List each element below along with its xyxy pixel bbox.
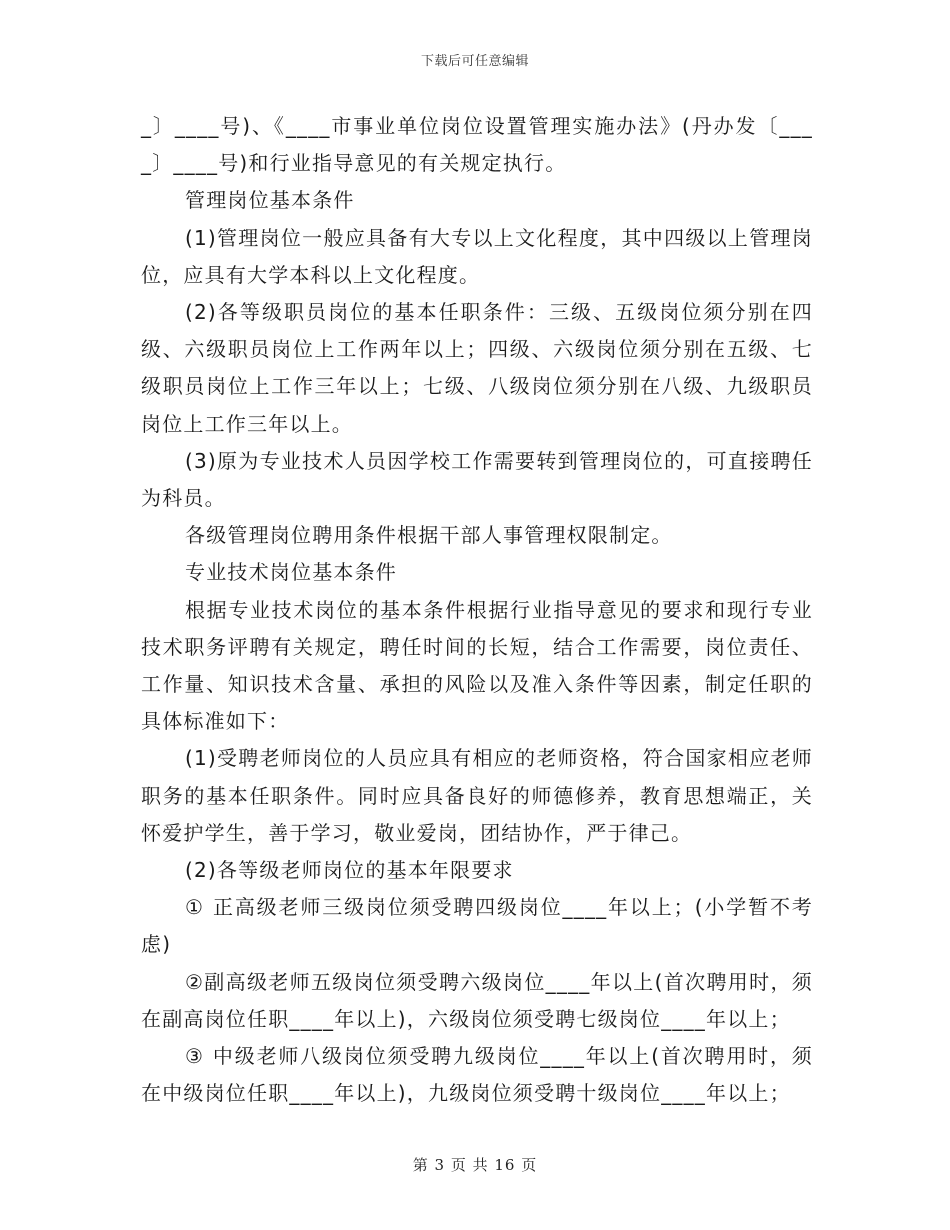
page-number-footer: 第 3 页 共 16 页 [412,1156,538,1174]
paragraph-management-hiring-authority: 各级管理岗位聘用条件根据干部人事管理权限制定。 [185,523,673,548]
paragraph-regulation-reference: _〕____号)、《____市事业单位岗位设置管理实施办法》(丹办发〔____〕____号)和行业指导意见的有关规定执行。 [141,114,813,176]
paragraph-technical-standards-intro: 根据专业技术岗位的基本条件根据行业指导意见的要求和现行专业技术职务评聘有关规定，聘任时间的长短，结合工作需要，岗位责任、工作量、知识技术含量、承担的风险以及准入条件等因素，制定任职的具体标准如下： [141,597,813,734]
paragraph-teacher-qualification: (1)受聘老师岗位的人员应具有相应的老师资格，符合国家相应老师职务的基本任职条件。同时应具备良好的师德修养，教育思想端正，关怀爱护学生，善于学习，敬业爱岗，团结协作，严于律己。 [141,746,813,845]
paragraph-transfer-to-management: (3)原为专业技术人员因学校工作需要转到管理岗位的，可直接聘任为科员。 [141,448,813,511]
paragraph-management-education: (1)管理岗位一般应具备有大专以上文化程度，其中四级以上管理岗位，应具有大学本科以上文化程度。 [141,225,813,287]
heading-technical-position-conditions: 专业技术岗位基本条件 [185,560,397,585]
list-item-intermediate-teacher: ③ 中级老师八级岗位须受聘九级岗位____年以上(首次聘用时，须在中级岗位任职____年以上)，九级岗位须受聘十级岗位____年以上； [141,1044,813,1106]
page-header-note: 下载后可任意编辑 [420,54,529,69]
heading-teacher-year-requirements: (2)各等级老师岗位的基本年限要求 [185,858,514,883]
list-item-senior-teacher: ① 正高级老师三级岗位须受聘四级岗位____年以上；(小学暂不考虑) [141,895,813,957]
paragraph-staff-level-conditions: (2)各等级职员岗位的基本任职条件：三级、五级岗位须分别在四级、六级职员岗位上工作两年以上；四级、六级岗位须分别在五级、七级职员岗位上工作三年以上；七级、八级岗位须分别在八级、九级职员岗位上工作三年以上。 [141,300,813,436]
document-body [141,108,813,1112]
list-item-associate-senior-teacher: ②副高级老师五级岗位须受聘六级岗位____年以上(首次聘用时，须在副高岗位任职____年以上)，六级岗位须受聘七级岗位____年以上； [141,969,813,1031]
heading-management-position-conditions: 管理岗位基本条件 [185,188,355,213]
